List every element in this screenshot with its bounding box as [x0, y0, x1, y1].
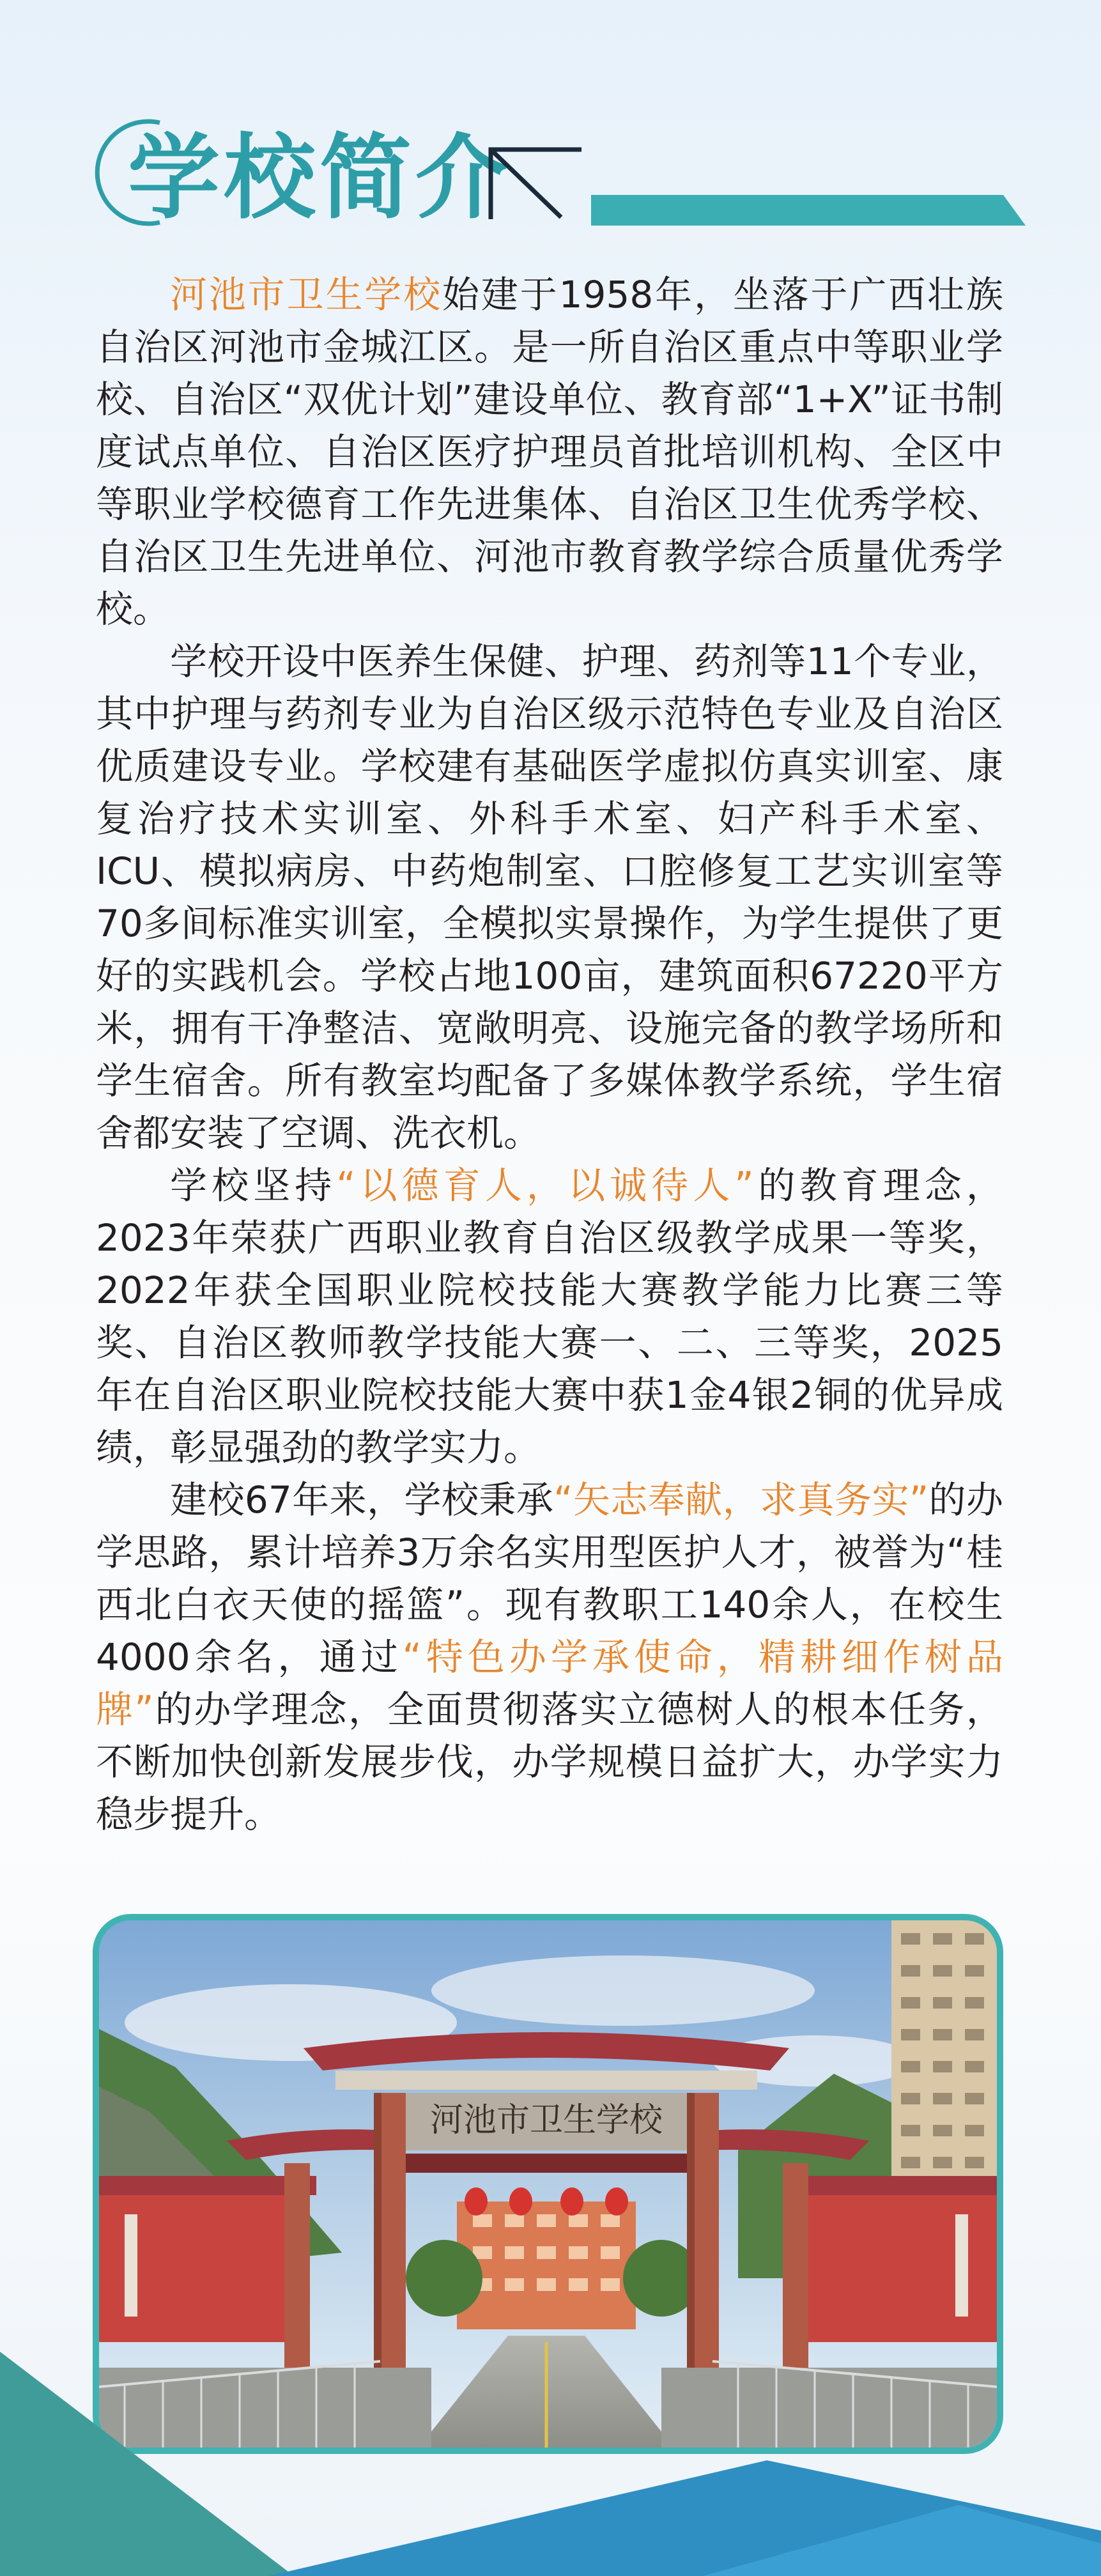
header [0, 0, 1101, 243]
intro-paragraph [96, 1474, 1003, 1840]
highlighted-phrase: 河池市卫生学校 [170, 273, 443, 316]
title-underline-bar [591, 195, 1026, 226]
intro-text [96, 268, 1003, 1840]
arrow-up-left-icon [486, 146, 581, 222]
paragraph-text: 学校坚持 [170, 1164, 337, 1207]
highlighted-phrase: “矢志奉献，求真务实” [553, 1478, 929, 1522]
paragraph-text: 学校开设中医养生保健、护理、药剂等11个专业，其中护理与药剂专业为自治区级示范特色专业及自治区优质建设专业。学校建有基础医学虚拟仿真实训室、康复治疗技术实训室、外科手术室、妇产科手术室、ICU、模拟病房、中药炮制室、口腔修复工艺实训室等70多间标准实训室，全模拟实景操作，为学生提供了更好的实践机会。学校占地100亩，建筑面积67220平方米，拥有干净整洁、宽敞明亮、设施完备的教学场所和学生宿舍。所有教室均配备了多媒体教学系统，学生宿舍都安装了空调、洗衣机。 [96, 640, 1003, 1155]
bottom-wave-decoration [0, 2352, 1101, 2576]
page-title: 学校简介 [128, 124, 512, 231]
highlighted-phrase: “特色办学承使命，精耕细作树品牌” [96, 1635, 1003, 1731]
highlighted-phrase: “以德育人，以诚待人” [336, 1164, 754, 1207]
paragraph-text: 的办学思路，累计培养3万余名实用型医护人才，被誉为“桂西北白衣天使的摇篮”。现有教职工140余人，在校生4000余名，通过 [96, 1478, 1003, 1679]
paragraph-text: 的办学理念，全面贯彻落实立德树人的根本任务，不断加快创新发展步伐，办学规模日益扩大，办学实力稳步提升。 [96, 1688, 1003, 1836]
paragraph-text: 始建于1958年，坐落于广西壮族自治区河池市金城江区。是一所自治区重点中等职业学校、自治区“双优计划”建设单位、教育部“1+X”证书制度试点单位、自治区医疗护理员首批培训机构、全区中等职业学校德育工作先进集体、自治区卫生优秀学校、自治区卫生先进单位、河池市教育教学综合质量优秀学校。 [96, 273, 1003, 631]
paragraph-text: 的教育理念，2023年荣获广西职业教育自治区级教学成果一等奖，2022年获全国职业院校技能大赛教学能力比赛三等奖、自治区教师教学技能大赛一、二、三等奖，2025年在自治区职业院校技能大赛中获1金4银2铜的优异成绩，彰显强劲的教学实力。 [96, 1164, 1003, 1469]
intro-paragraph [96, 635, 1003, 1159]
gate-sign-text: 河池市卫生学校 [429, 2101, 663, 2140]
paragraph-text: 建校67年来，学校秉承 [170, 1478, 554, 1522]
intro-paragraph [96, 1159, 1003, 1474]
intro-paragraph [96, 268, 1003, 635]
